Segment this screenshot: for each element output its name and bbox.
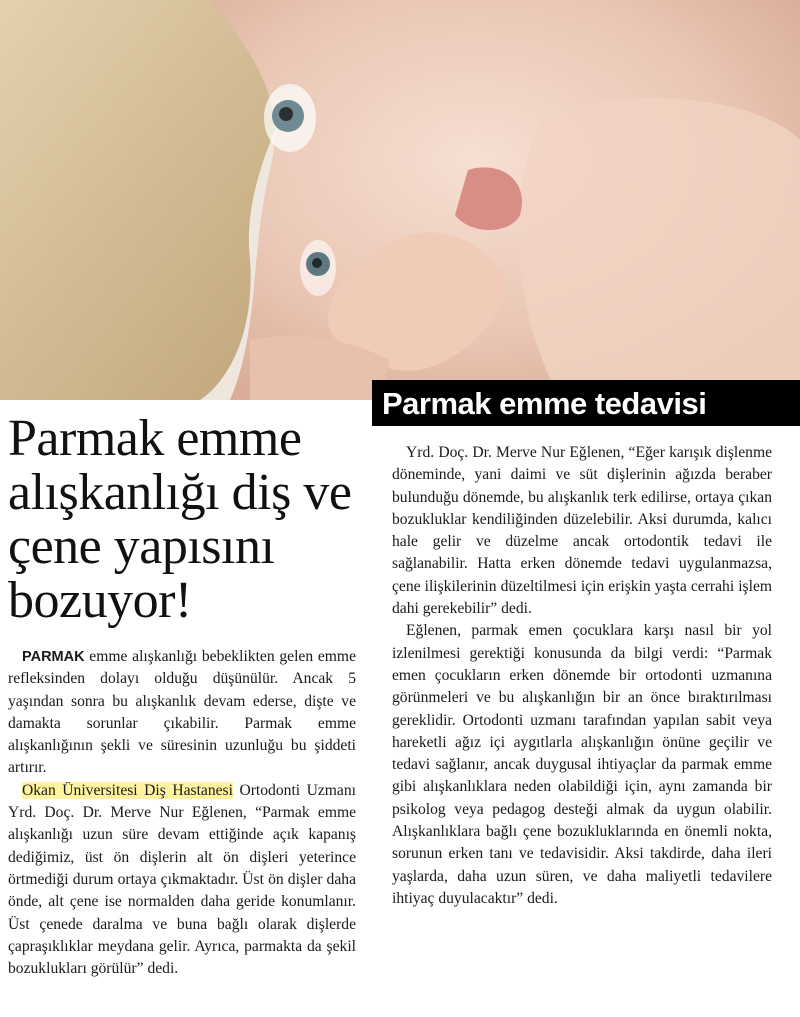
baby-photo [0,0,800,400]
left-paragraph-2 [8,780,356,981]
right-paragraph-2: Eğlenen, parmak emen çocuklara karşı nasıl bir yol izlenilmesi gerektiği konusunda da bilgi verdi: “Parmak emen çocukların erken dönemde bir ortodonti uzmanına görünmeleri ve bu alışkanlığın bir an önce bıraktırılması gereklidir. Ortodonti uzmanı tarafından yapılan sabit veya hareketli ağız içi aygıtlarla alışkanlığın önüne geçilir ve tedavi sağlanır, ancak duygusal ihtiyaçlar da parmak emme gibi alışkanlıklara neden olabildiği için, aynı zamanda bir psikolog veya pedagog desteği almak da uygun olabilir. Alışkanlıklara bağlı çene bozukluklarında en önemli nokta, sorunun erken tanı ve tedavisidir. Aksi takdirde, daha ileri yaşlarda, daha uzun süren, ve daha maliyetli tedavilere ihtiyaç duyulacaktır” dedi. [392,622,772,907]
left-paragraph-1 [8,646,356,780]
right-paragraph-1: Yrd. Doç. Dr. Merve Nur Eğlenen, “Eğer karışık dişlenme döneminde, yani daimi ve süt dişlerinin ağızda beraber bulunduğu dönemde, bu alışkanlık terk edilirse, ortaya çıkan bozukluklar kendiliğinden düzelebilir. Aksi durumda, kalıcı hale gelir ve düzelme ancak ortodontik tedavi ile sağlanabilir. Hatta erken dönemde tedavi uygulanmazsa, çene ilişkilerinin düzeltilmesi için erişkin yaşta cerrahi işlem dahi gerekebilir” dedi. [392,444,772,618]
hospital-name-highlight: Okan Üniversitesi Diş Hastanesi [22,781,233,799]
headline: Parmak emme alışkanlığı diş ve çene yapısını bozuyor! [8,410,352,629]
left-paragraph-2-text: Ortodonti Uzmanı Yrd. Doç. Dr. Merve Nur Eğlenen, “Parmak emme alışkanlığı uzun süre devam ettiğinde açık kapanış dediğimiz, üst ön dişlerin alt ön dişleri yeterince örtmediği durum ortaya çıkmaktadır. Üst ön dişler daha önde, alt çene ise normalden daha geride konumlanır. Üst çenede daralma ve buna bağlı olarak dişlerde çapraşıklıklar meydana gelir. Ayrıca, parmakta da şekil bozuklukları görülür” dedi. [8,781,356,978]
baby-photo-illustration [0,0,800,400]
right-column [392,442,772,910]
lead-word: PARMAK [22,649,85,665]
subtitle: Parmak emme tedavisi [382,386,707,421]
left-column [8,646,356,980]
left-paragraph-1-text: emme alışkanlığı bebeklikten gelen emme refleksinden dolayı olduğu düşünülür. Ancak 5 yaşından sonra bu alışkanlık devam ederse, dişte ve damakta sorunlar çıkabilir. Parmak emme alışkanlığının şekli ve süresinin uzunluğu bu şiddeti artırır. [8,648,356,777]
